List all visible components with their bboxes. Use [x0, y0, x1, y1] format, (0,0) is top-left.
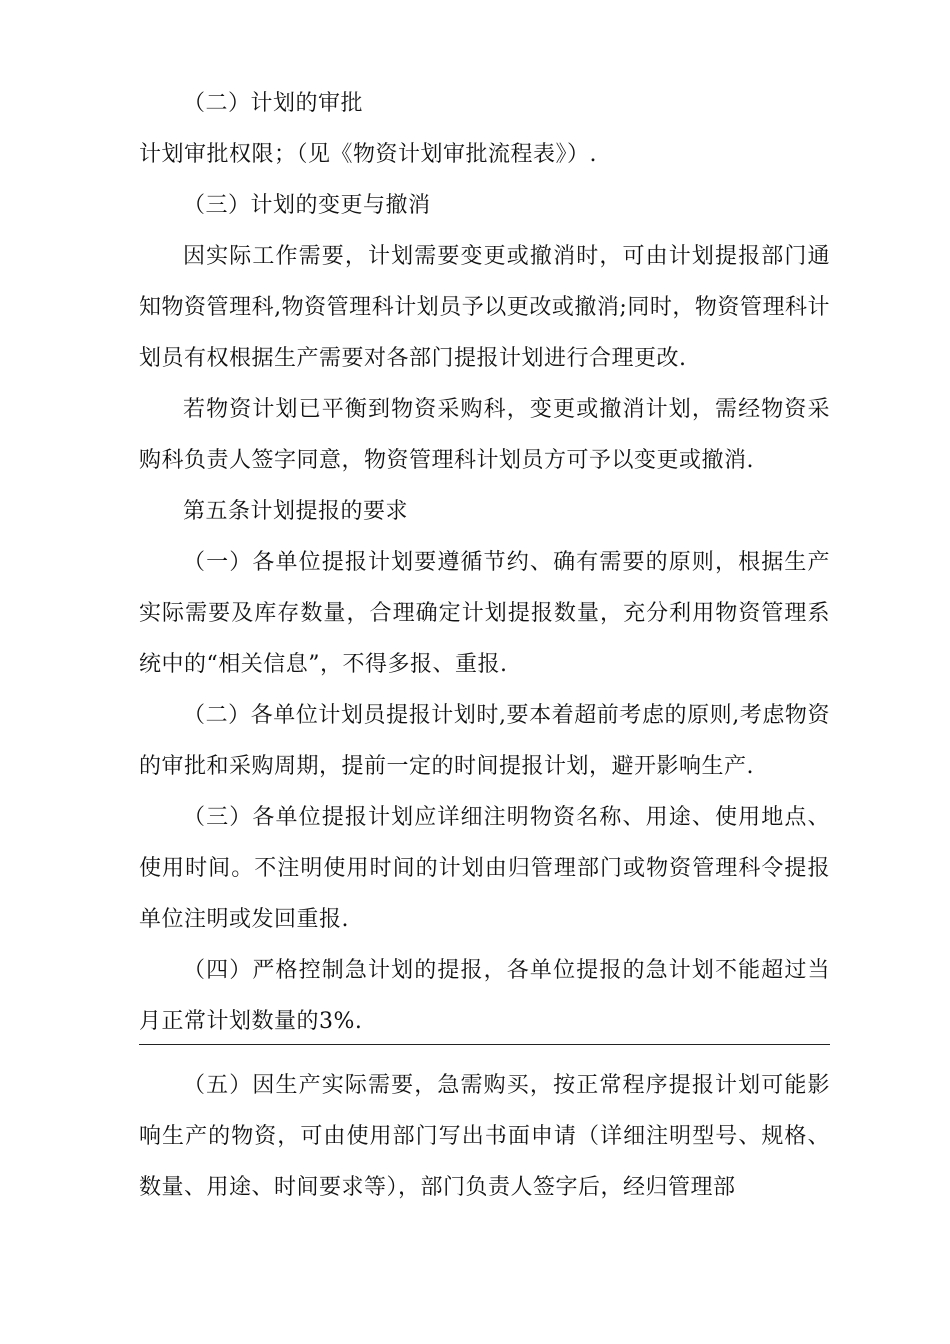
paragraph-requirement-5: （五）因生产实际需要，急需购买，按正常程序提报计划可能影响生产的物资，可由使用部门写出书面申请（详细注明型号、规格、数量、用途、时间要求等），部门负责人签字后，经归管理部 [139, 1073, 830, 1200]
paragraph-requirement-1: （一）各单位提报计划要遵循节约、确有需要的原则，根据生产实际需要及库存数量，合理确定计划提报数量，充分利用物资管理系统中的“相关信息”，不得多报、重报. [139, 550, 830, 677]
paragraph-requirement-4: （四）严格控制急计划的提报，各单位提报的急计划不能超过当月正常计划数量的3%. [139, 958, 830, 1034]
document-body-top [139, 78, 830, 1047]
page-divider [139, 1044, 830, 1045]
paragraph-article-five-heading: 第五条计划提报的要求 [183, 499, 409, 524]
paragraph-requirement-2: （二）各单位计划员提报计划时,要本着超前考虑的原则,考虑物资的审批和采购周期，提前一定的时间提报计划，避开影响生产. [139, 703, 830, 779]
paragraph-plan-change-heading: （三）计划的变更与撤消 [183, 193, 431, 218]
paragraph-plan-approval-heading: （二）计划的审批 [183, 91, 364, 116]
paragraph-approval-authority: 计划审批权限；（见《物资计划审批流程表》）. [139, 142, 597, 167]
document-body-bottom [139, 1060, 830, 1213]
paragraph-balanced-plan: 若物资计划已平衡到物资采购科，变更或撤消计划，需经物资采购科负责人签字同意，物资管理科计划员方可予以变更或撤消. [139, 397, 830, 473]
paragraph-change-cancel: 因实际工作需要，计划需要变更或撤消时，可由计划提报部门通知物资管理科,物资管理科计划员予以更改或撤消;同时，物资管理科计划员有权根据生产需要对各部门提报计划进行合理更改. [139, 244, 830, 371]
paragraph-requirement-3: （三）各单位提报计划应详细注明物资名称、用途、使用地点、使用时间。不注明使用时间的计划由归管理部门或物资管理科令提报单位注明或发回重报. [139, 805, 830, 932]
